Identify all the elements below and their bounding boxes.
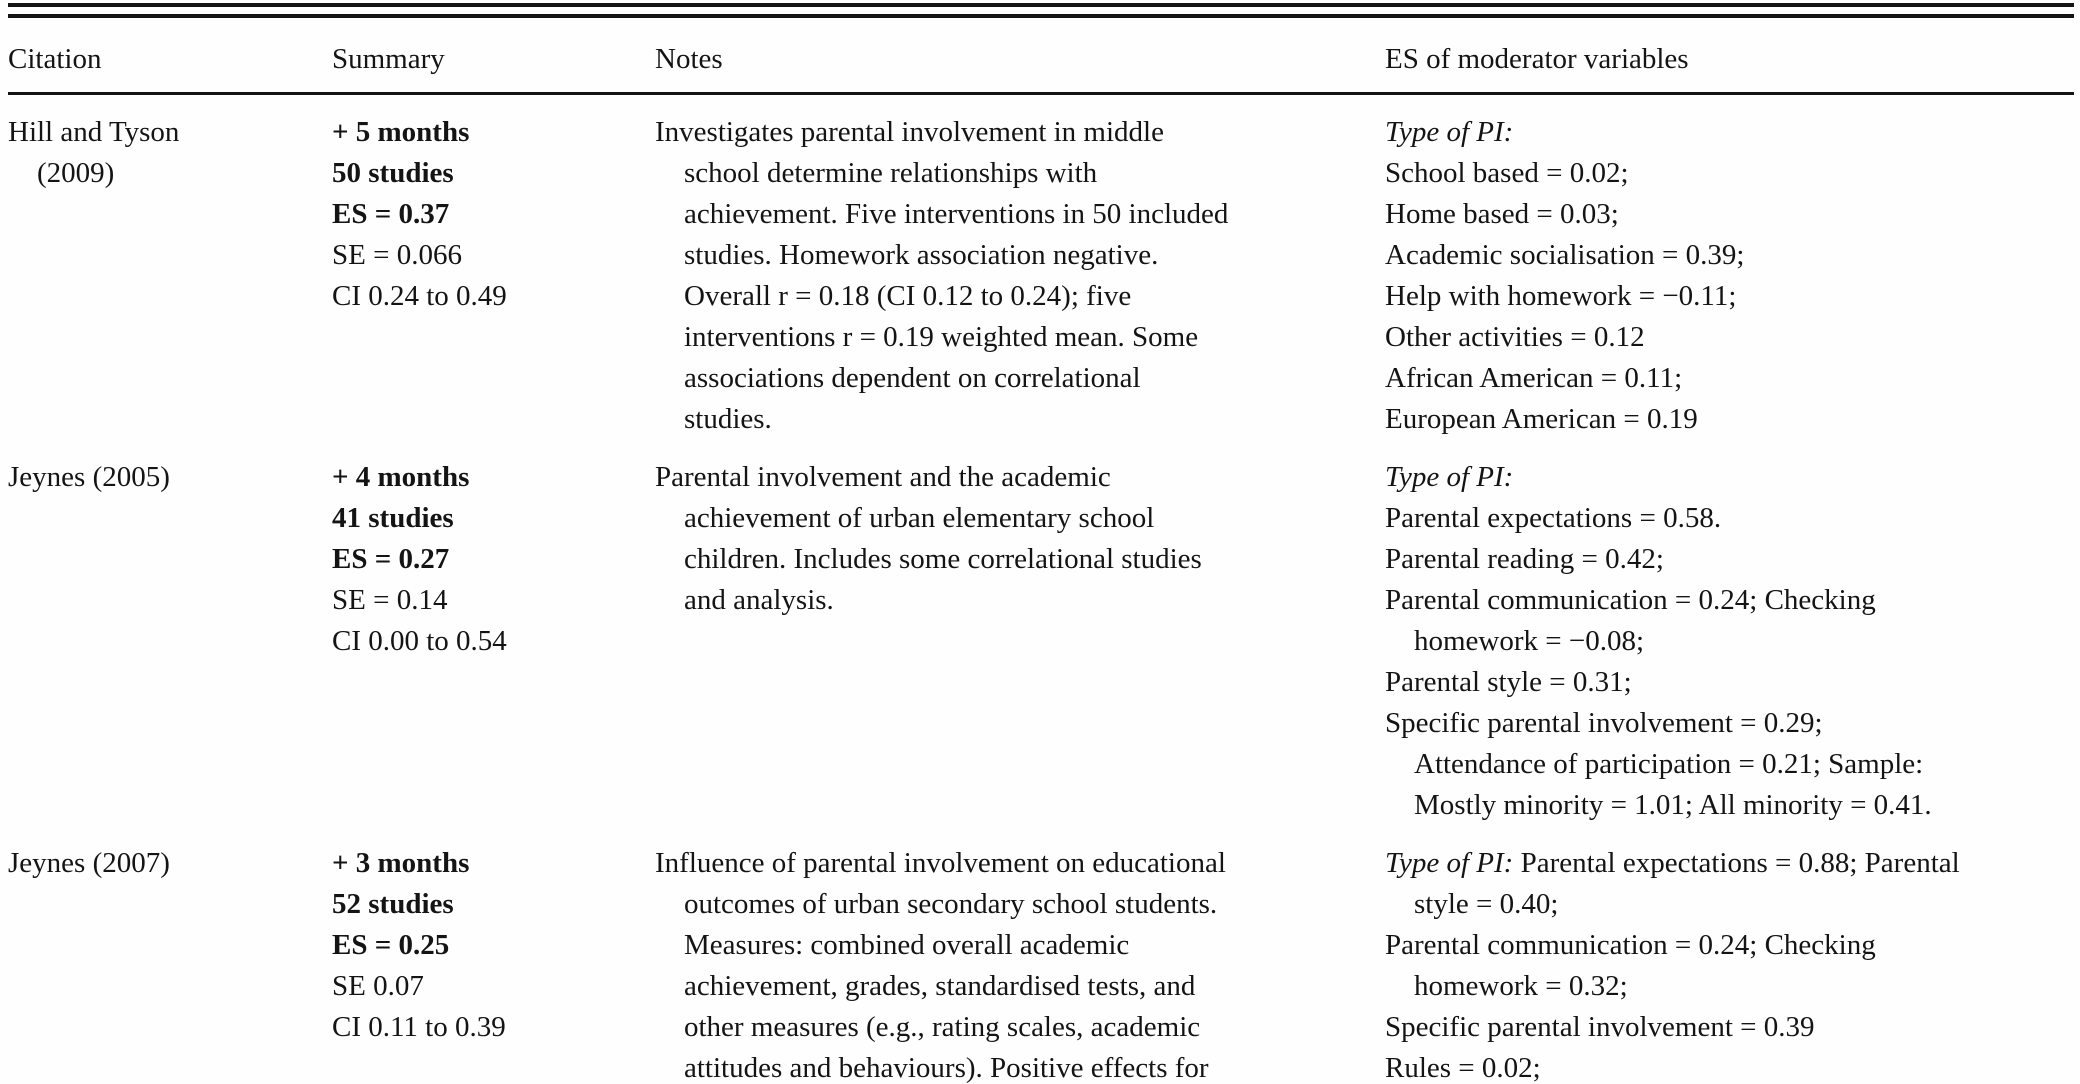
notes-line: Investigates parental involvement in middle — [655, 116, 1164, 148]
notes-line: Parental involvement and the academic — [655, 461, 1111, 493]
notes-line: achievement. Five interventions in 50 included — [684, 198, 1229, 230]
cell-es — [1385, 457, 2074, 826]
notes-line: Measures: combined overall academic — [684, 929, 1130, 961]
cell-summary — [332, 457, 655, 826]
notes-line: children. Includes some correlational studies — [684, 543, 1202, 575]
table-row — [8, 440, 2074, 826]
summary-line: SE = 0.066 — [332, 239, 462, 271]
es-line — [1385, 843, 2074, 884]
notes-line: attitudes and behaviours). Positive effects for — [684, 1052, 1209, 1084]
cell-summary — [332, 112, 655, 440]
es-line: Parental reading = 0.42; — [1385, 543, 1664, 575]
column-header-citation: Citation — [8, 43, 102, 75]
summary-line: CI 0.00 to 0.54 — [332, 625, 507, 657]
notes-line: interventions r = 0.19 weighted mean. Some — [684, 321, 1199, 353]
summary-line: SE 0.07 — [332, 970, 424, 1002]
summary-line: ES = 0.27 — [332, 543, 450, 575]
summary-line: ES = 0.25 — [332, 929, 450, 961]
column-header-summary: Summary — [332, 43, 445, 75]
notes-line: studies. — [684, 403, 772, 435]
cell-citation — [8, 457, 332, 826]
line-text: Parental expectations = 0.88; Parental — [1513, 847, 1960, 879]
es-line: Help with homework = −0.11; — [1385, 280, 1737, 312]
summary-line: + 3 months — [332, 847, 470, 879]
summary-line: SE = 0.14 — [332, 584, 448, 616]
notes-line: achievement, grades, standardised tests, and — [684, 970, 1196, 1002]
es-line: European American = 0.19 — [1385, 403, 1698, 435]
table-row — [8, 95, 2074, 440]
notes-line: outcomes of urban secondary school students. — [684, 888, 1218, 920]
notes-line: and analysis. — [684, 584, 834, 616]
notes-line: Influence of parental involvement on educational — [655, 847, 1226, 879]
es-line: Other activities = 0.12 — [1385, 321, 1645, 353]
es-line: style = 0.40; — [1414, 888, 1559, 920]
summary-line: 41 studies — [332, 502, 454, 534]
notes-line: achievement of urban elementary school — [684, 502, 1155, 534]
cell-summary — [332, 843, 655, 1084]
es-line: Rules = 0.02; — [1385, 1052, 1541, 1084]
summary-line: CI 0.24 to 0.49 — [332, 280, 507, 312]
summary-line: 50 studies — [332, 157, 454, 189]
es-line: Parental communication = 0.24; Checking — [1385, 929, 1876, 961]
notes-line: Overall r = 0.18 (CI 0.12 to 0.24); five — [684, 280, 1132, 312]
table-body — [8, 95, 2074, 1084]
es-line: Parental style = 0.31; — [1385, 666, 1632, 698]
cell-citation — [8, 112, 332, 440]
summary-line: CI 0.11 to 0.39 — [332, 1011, 506, 1043]
cell-notes — [655, 457, 1385, 826]
summary-line: + 5 months — [332, 116, 470, 148]
citation-line: Jeynes (2007) — [8, 847, 170, 879]
cell-citation — [8, 843, 332, 1084]
es-line: Specific parental involvement = 0.39 — [1385, 1011, 1815, 1043]
citation-line: Hill and Tyson — [8, 116, 180, 148]
es-line: Parental communication = 0.24; Checking — [1385, 584, 1876, 616]
summary-line: 52 studies — [332, 888, 454, 920]
es-line: School based = 0.02; — [1385, 157, 1629, 189]
table-row — [8, 826, 2074, 1084]
citation-line: Jeynes (2005) — [8, 461, 170, 493]
table-top-double-rule — [8, 3, 2074, 18]
es-line: homework = −0.08; — [1414, 625, 1645, 657]
es-line: Academic socialisation = 0.39; — [1385, 239, 1745, 271]
notes-line: associations dependent on correlational — [684, 362, 1141, 394]
cell-es — [1385, 112, 2074, 440]
es-line: Parental expectations = 0.58. — [1385, 502, 1722, 534]
citation-line: (2009) — [37, 157, 115, 189]
es-line: Mostly minority = 1.01; All minority = 0.41. — [1414, 789, 1932, 821]
es-line: Specific parental involvement = 0.29; — [1385, 707, 1823, 739]
es-line: African American = 0.11; — [1385, 362, 1683, 394]
notes-line: school determine relationships with — [684, 157, 1098, 189]
cell-es — [1385, 843, 2074, 1084]
type-of-pi-label: Type of PI: — [1385, 847, 1514, 879]
table-header-row — [8, 18, 2074, 92]
es-line: homework = 0.32; — [1414, 970, 1628, 1002]
es-line: Home based = 0.03; — [1385, 198, 1619, 230]
es-line: Type of PI: — [1385, 461, 1514, 493]
cell-notes — [655, 843, 1385, 1084]
notes-line: other measures (e.g., rating scales, academic — [684, 1011, 1201, 1043]
cell-notes — [655, 112, 1385, 440]
es-line: Type of PI: — [1385, 116, 1514, 148]
summary-line: ES = 0.37 — [332, 198, 450, 230]
column-header-notes: Notes — [655, 43, 723, 75]
notes-line: studies. Homework association negative. — [684, 239, 1159, 271]
summary-line: + 4 months — [332, 461, 470, 493]
es-line: Attendance of participation = 0.21; Sample: — [1414, 748, 1924, 780]
column-header-es-moderator-variables: ES of moderator variables — [1385, 43, 1689, 75]
